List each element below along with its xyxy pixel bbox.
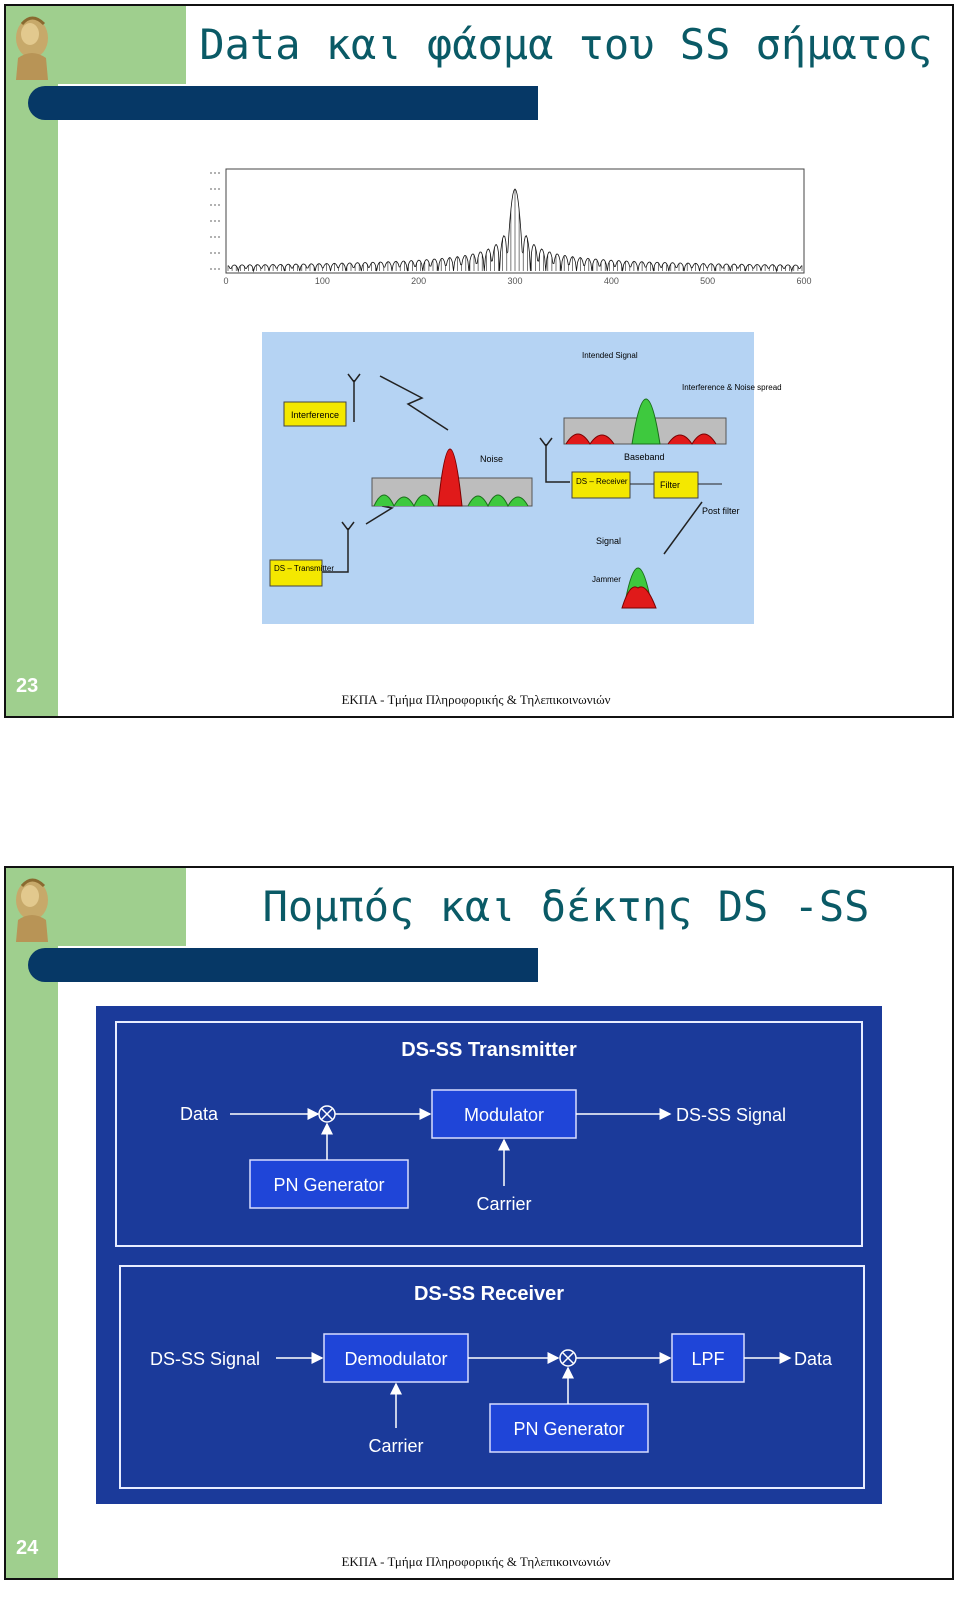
transmitter-heading: DS-SS Transmitter: [401, 1039, 577, 1061]
interference-label: Interference: [290, 410, 340, 420]
baseband-label: Baseband: [624, 452, 665, 462]
pn-generator-label: PN Generator: [273, 1175, 385, 1195]
x-tick-label: 0: [223, 276, 229, 286]
title-underline-bar: [28, 948, 538, 982]
signal-label: Signal: [596, 536, 622, 546]
filter-label: Filter: [660, 480, 680, 490]
receiver-carrier-label: Carrier: [368, 1436, 424, 1456]
spectrum-plot: [196, 161, 816, 286]
x-tick-label: 300: [507, 276, 523, 286]
ds-ss-signal-output-label: DS-SS Signal: [676, 1105, 787, 1125]
university-logo-icon: [8, 8, 56, 84]
slide-title: Πομπός και δέκτης DS -SS: [262, 882, 870, 931]
intended-signal-label: Intended Signal: [582, 351, 638, 360]
x-tick-label: 200: [411, 276, 427, 286]
noise-label: Noise: [480, 454, 504, 464]
slide-title: Data και φάσμα του SS σήματος: [199, 20, 933, 69]
university-logo-icon: [8, 870, 56, 946]
interference-spread-label: Interference & Noise spread: [682, 383, 782, 392]
slide-number: 23: [16, 675, 39, 697]
receiver-pn-generator-label: PN Generator: [513, 1419, 625, 1439]
data-input-label: Data: [180, 1104, 219, 1124]
slide-number: 24: [16, 1537, 39, 1559]
data-output-label: Data: [794, 1349, 833, 1369]
slide-footer: ΕΚΠΑ - Τμήμα Πληροφορικής & Τηλεπικοινωνιών: [341, 692, 611, 707]
x-tick-label: 600: [796, 276, 812, 286]
x-tick-label: 100: [314, 276, 330, 286]
slide-footer: ΕΚΠΑ - Τμήμα Πληροφορικής & Τηλεπικοινωνιών: [341, 1554, 611, 1569]
demodulator-label: Demodulator: [344, 1349, 448, 1369]
jammer-label: Jammer: [592, 575, 621, 584]
x-tick-label: 500: [700, 276, 716, 286]
x-tick-label: 400: [603, 276, 619, 286]
lpf-label: LPF: [691, 1349, 725, 1369]
ds-spread-spectrum-figure: [262, 332, 782, 624]
transmitter-label: DS – Transmitter: [274, 564, 335, 573]
ds-ss-signal-input-label: DS-SS Signal: [150, 1349, 261, 1369]
ds-spread-spectrum-diagram: [262, 332, 782, 624]
slide-23: [4, 4, 954, 718]
modulator-label: Modulator: [463, 1105, 545, 1125]
diagram-background: [96, 1006, 882, 1504]
green-header-band: [58, 6, 186, 84]
slide-24: [4, 866, 954, 1580]
ds-ss-block-diagram: [96, 1006, 882, 1504]
receiver-heading: DS-SS Receiver: [413, 1283, 565, 1305]
green-header-band: [58, 868, 186, 946]
ds-ss-block-diagram-svg: [96, 1006, 882, 1504]
carrier-label: Carrier: [476, 1194, 532, 1214]
title-underline-bar: [28, 86, 538, 120]
post-filter-label: Post filter: [702, 506, 740, 516]
spectrum-figure: [196, 161, 816, 286]
receiver-label: DS – Receiver: [576, 477, 628, 486]
